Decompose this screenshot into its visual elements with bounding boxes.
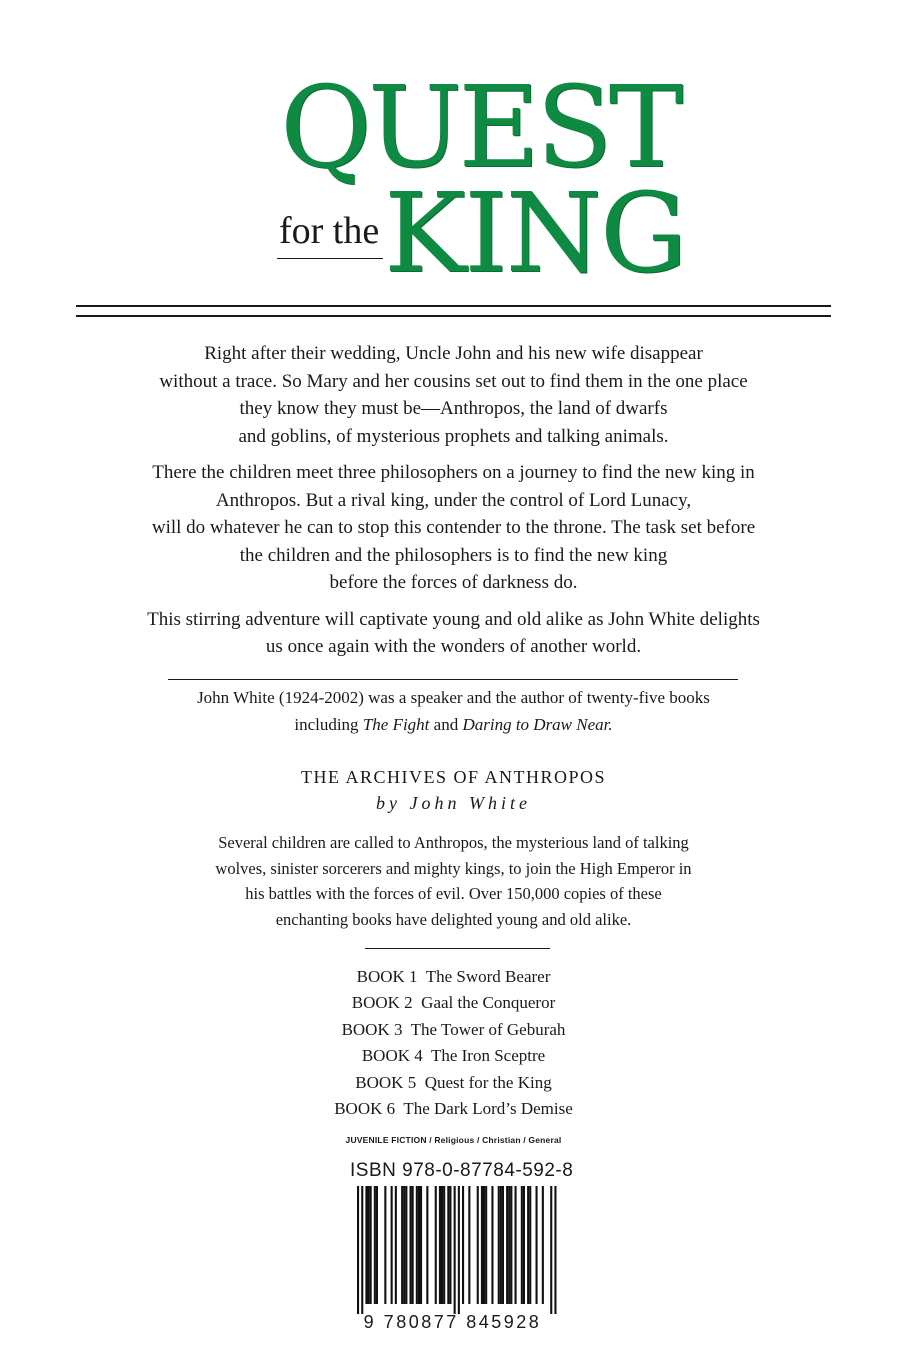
barcode-bar	[481, 1186, 483, 1304]
barcode-bar	[395, 1186, 397, 1304]
book-list-item: BOOK 3 The Tower of Geburah	[341, 1019, 566, 1039]
series-desc-line: wolves, sinister sorcerers and mighty kings, to join the High Emperor in	[215, 858, 692, 878]
series-desc-line: enchanting books have delighted young and old alike.	[275, 909, 632, 929]
barcode-bar	[498, 1186, 500, 1304]
barcode-bar	[542, 1186, 544, 1304]
barcode-bar	[447, 1186, 449, 1304]
barcode-bar	[554, 1186, 556, 1314]
title-king: KING	[384, 169, 686, 297]
bio-line-1: John White (1924-2002) was a speaker and the author of twenty-five books	[197, 688, 710, 707]
barcode-digits: 9 780877 845928	[363, 1312, 542, 1332]
barcode-bar	[368, 1186, 370, 1304]
barcode-bar	[515, 1186, 517, 1304]
barcode-bar	[401, 1186, 403, 1304]
barcode-bar	[529, 1186, 531, 1304]
barcode-bar	[412, 1186, 414, 1304]
barcode-bar	[521, 1186, 523, 1304]
title-for-the: for the	[279, 210, 380, 252]
barcode-bar	[418, 1186, 420, 1304]
blurb-line: Anthropos. But a rival king, under the control of Lord Lunacy,	[215, 489, 692, 511]
book-title-daring: Daring to Draw Near.	[462, 715, 613, 734]
barcode-bar	[508, 1186, 510, 1304]
barcode-bar	[426, 1186, 428, 1304]
barcode-bar	[435, 1186, 437, 1304]
title-underline	[277, 258, 383, 259]
divider	[168, 679, 738, 680]
barcode-bar	[420, 1186, 422, 1304]
category-label: JUVENILE FICTION / Religious / Christian / General	[345, 1135, 562, 1145]
barcode-bar	[502, 1186, 504, 1304]
barcode-bar	[410, 1186, 412, 1304]
blurb-paragraph-2	[90, 459, 817, 597]
blurb-line: they know they must be—Anthropos, the land of dwarfs	[239, 398, 668, 419]
blurb-line: before the forces of darkness do.	[329, 572, 578, 593]
series-name: THE ARCHIVES OF ANTHROPOS	[300, 767, 607, 787]
blurb-line: the children and the philosophers is to find the new king	[239, 544, 668, 566]
barcode-bar	[449, 1186, 451, 1304]
barcode-bar	[376, 1186, 378, 1304]
bio-prefix: including	[294, 715, 363, 734]
barcode-bar	[468, 1186, 470, 1304]
barcode-bar	[510, 1186, 512, 1304]
barcode-bar	[483, 1186, 485, 1304]
barcode-bar	[439, 1186, 441, 1304]
book-list-item: BOOK 5 Quest for the King	[355, 1072, 552, 1092]
author-bio	[100, 684, 807, 738]
barcode-bar	[361, 1186, 363, 1314]
barcode-bar	[506, 1186, 508, 1304]
book-title-the-fight: The Fight	[362, 715, 430, 734]
blurb-paragraph-3	[90, 606, 817, 661]
barcode-bars	[345, 1186, 560, 1316]
barcode-bar	[370, 1186, 372, 1304]
barcode-bar	[462, 1186, 464, 1304]
blurb-line: and goblins, of mysterious prophets and talking animals.	[238, 425, 669, 447]
barcode-bar	[403, 1186, 405, 1304]
barcode-bar	[405, 1186, 407, 1304]
double-divider	[76, 305, 831, 317]
barcode-bar	[441, 1186, 443, 1304]
barcode	[345, 1186, 560, 1336]
blurb-paragraph-1	[90, 340, 817, 450]
barcode-bar	[454, 1186, 456, 1314]
barcode-bar	[391, 1186, 393, 1304]
series-author: by John White	[376, 793, 531, 813]
blurb-line: without a trace. So Mary and her cousins set out to find them in the one place	[159, 370, 748, 392]
book-list-item: BOOK 4 The Iron Sceptre	[361, 1046, 546, 1066]
book-list	[200, 964, 707, 1122]
book-list-item: BOOK 6 The Dark Lord’s Demise	[334, 1099, 573, 1119]
barcode-bar	[536, 1186, 538, 1304]
bio-line-2	[100, 711, 807, 738]
blurb	[90, 340, 817, 670]
barcode-bar	[443, 1186, 445, 1304]
barcode-bar	[485, 1186, 487, 1304]
blurb-line: will do whatever he can to stop this contender to the throne. The task set before	[151, 517, 756, 538]
barcode-bar	[458, 1186, 460, 1314]
book-list-item: BOOK 1 The Sword Bearer	[356, 967, 551, 986]
barcode-bar	[500, 1186, 502, 1304]
title-quest: QUEST	[280, 63, 680, 193]
barcode-bar	[357, 1186, 359, 1314]
blurb-line: There the children meet three philosophers on a journey to find the new king in	[152, 462, 755, 483]
blurb-line: us once again with the wonders of another world.	[265, 636, 642, 657]
barcode-bar	[491, 1186, 493, 1304]
barcode-bar	[550, 1186, 552, 1314]
barcode-bar	[477, 1186, 479, 1304]
barcode-bar	[523, 1186, 525, 1304]
series-desc-line: Several children are called to Anthropos, the mysterious land of talking	[218, 833, 689, 852]
series-description	[120, 830, 787, 932]
blurb-line: Right after their wedding, Uncle John and his new wife disappear	[204, 343, 703, 364]
barcode-bar	[365, 1186, 367, 1304]
isbn-label: ISBN 978-0-87784-592-8	[350, 1160, 574, 1181]
book-list-item: BOOK 2 Gaal the Conqueror	[351, 993, 556, 1013]
series-desc-line: his battles with the forces of evil. Over 150,000 copies of these	[245, 884, 662, 903]
barcode-bar	[384, 1186, 386, 1304]
short-divider	[365, 948, 550, 949]
barcode-bar	[527, 1186, 529, 1304]
barcode-bar	[374, 1186, 376, 1304]
series-heading	[150, 764, 757, 816]
blurb-line: This stirring adventure will captivate young and old alike as John White delights	[147, 608, 760, 630]
barcode-bar	[416, 1186, 418, 1304]
bio-and: and	[429, 715, 463, 734]
